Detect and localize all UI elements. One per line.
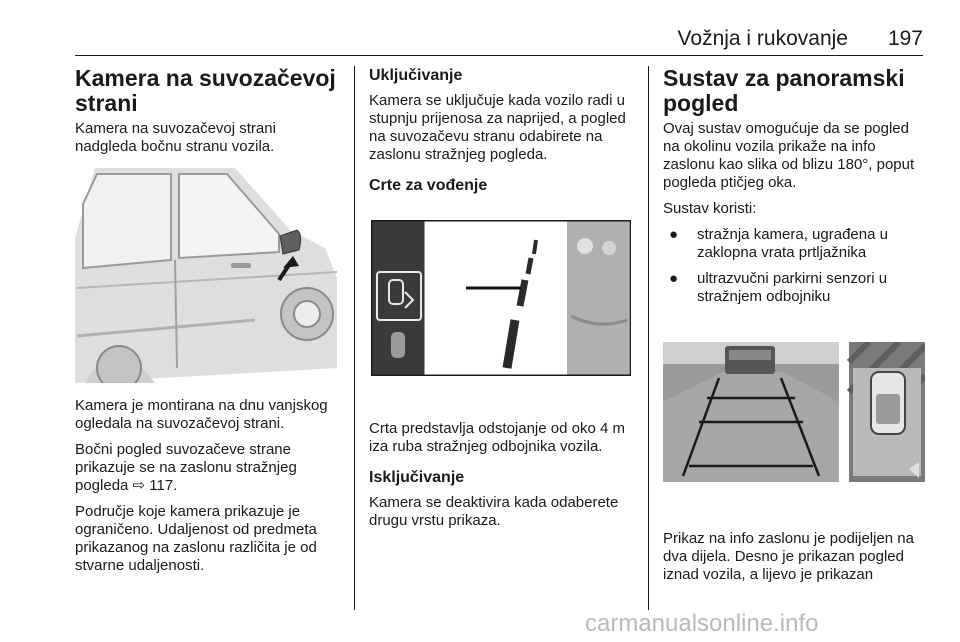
paragraph: Crta predstavlja odstojanje od oko 4 m iza ruba stražnjeg odbojnika vozila.	[369, 420, 625, 455]
list-item: ● stražnja kamera, ugrađena u zaklopna vrata prtljažnika	[669, 226, 888, 261]
paragraph: Bočni pogled suvozačeve strane prikazuje se na zaslonu stražnjeg pogleda ⇨ 117.	[75, 441, 297, 494]
paragraph: Prikaz na info zaslonu je podijeljen na dva dijela. Desno je prikazan pogled iznad vozila, a lijevo je prikazan	[663, 530, 914, 583]
subheading-activation: Uključivanje	[369, 67, 463, 84]
list-item: ● ultrazvučni parkirni senzori u stražnjem odbojniku	[669, 270, 888, 305]
paragraph: Kamera je montirana na dnu vanjskog ogledala na suvozačevoj strani.	[75, 397, 328, 432]
subheading-deactivation: Isključivanje	[369, 469, 465, 486]
bullet-icon: ●	[669, 226, 679, 243]
section-heading-side-camera: Kamera na suvozačevoj strani	[75, 65, 336, 116]
column-1	[75, 66, 340, 583]
column-3	[663, 66, 925, 592]
side-mirror-camera-illustration	[75, 168, 337, 383]
watermark: carmanualsonline.info	[585, 610, 819, 637]
section-heading-panoramic: Sustav za panoramski pogled	[663, 65, 905, 116]
header-rule	[75, 55, 923, 56]
paragraph: Područje koje kamera prikazuje je ograničeno. Udaljenost od predmeta prikazanog na zaslonu različita je od stvarne udaljenosti.	[75, 503, 317, 574]
page-header	[75, 25, 923, 55]
paragraph: Kamera se deaktivira kada odaberete drugu vrstu prikaza.	[369, 494, 619, 529]
panoramic-view-illustration	[663, 342, 925, 482]
system-components-list	[663, 226, 925, 306]
paragraph: Sustav koristi:	[663, 200, 757, 217]
column-divider-1	[354, 66, 355, 610]
bullet-icon: ●	[669, 270, 679, 287]
page-number: 197	[887, 27, 923, 50]
guideline-screen-illustration	[371, 220, 631, 376]
subheading-guidelines: Crte za vođenje	[369, 177, 488, 194]
column-divider-2	[648, 66, 649, 610]
column-2	[369, 66, 634, 538]
paragraph: Kamera se uključuje kada vozilo radi u stupnju prijenosa za naprijed, a pogled na suvozačevu stranu odabirete na zaslonu stražnjeg pogleda.	[369, 92, 626, 163]
paragraph: Kamera na suvozačevoj strani nadgleda bočnu stranu vozila.	[75, 120, 276, 155]
paragraph: Ovaj sustav omogućuje da se pogled na okolinu vozila prikaže na info zaslonu kao slika od blizu 180°, poput pogleda ptičjeg oka.	[663, 120, 915, 191]
section-title: Vožnja i rukovanje	[677, 27, 848, 50]
